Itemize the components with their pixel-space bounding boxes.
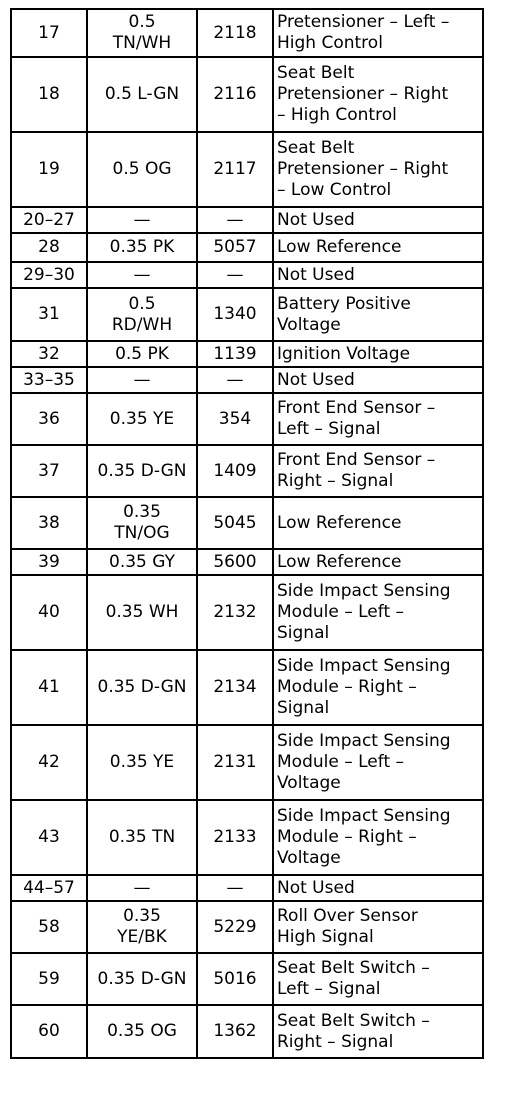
function-cell: Side Impact Sensing Module – Right – Signal — [273, 650, 483, 725]
circuit-cell: 5016 — [197, 953, 273, 1005]
pin-cell: 60 — [11, 1005, 87, 1058]
wire-color-cell: 0.5 OG — [87, 132, 197, 207]
pin-cell: 19 — [11, 132, 87, 207]
table-row — [11, 549, 483, 575]
table-row — [11, 953, 483, 1005]
pin-cell: 32 — [11, 341, 87, 367]
connector-pinout-table — [10, 8, 484, 1059]
pin-cell: 28 — [11, 233, 87, 262]
wire-color-cell: 0.35 TN — [87, 800, 197, 875]
function-cell: Seat Belt Switch – Right – Signal — [273, 1005, 483, 1058]
pin-cell: 17 — [11, 9, 87, 57]
circuit-cell: 2116 — [197, 57, 273, 132]
table-row — [11, 575, 483, 650]
pin-cell: 38 — [11, 497, 87, 549]
wire-color-cell: 0.35 OG — [87, 1005, 197, 1058]
circuit-cell: 1139 — [197, 341, 273, 367]
wire-color-cell: 0.5 TN/WH — [87, 9, 197, 57]
function-cell: Not Used — [273, 262, 483, 288]
pin-cell: 18 — [11, 57, 87, 132]
table-row — [11, 57, 483, 132]
circuit-cell: 5045 — [197, 497, 273, 549]
pin-cell: 20–27 — [11, 207, 87, 233]
table-row — [11, 1005, 483, 1058]
function-cell: Low Reference — [273, 233, 483, 262]
pin-cell: 42 — [11, 725, 87, 800]
function-cell: Seat Belt Switch – Left – Signal — [273, 953, 483, 1005]
circuit-cell: 1362 — [197, 1005, 273, 1058]
function-cell: Battery Positive Voltage — [273, 288, 483, 341]
table-row — [11, 288, 483, 341]
pin-cell: 39 — [11, 549, 87, 575]
function-cell: Not Used — [273, 875, 483, 901]
table-row — [11, 262, 483, 288]
wire-color-cell: 0.5 PK — [87, 341, 197, 367]
function-cell: Not Used — [273, 367, 483, 393]
table-row — [11, 800, 483, 875]
wire-color-cell: 0.35 TN/OG — [87, 497, 197, 549]
function-cell: Low Reference — [273, 497, 483, 549]
wire-color-cell: 0.35 D-GN — [87, 445, 197, 497]
wire-color-cell: 0.35 YE/BK — [87, 901, 197, 953]
circuit-cell: 2117 — [197, 132, 273, 207]
wire-color-cell: 0.35 YE — [87, 393, 197, 445]
function-cell: Roll Over Sensor High Signal — [273, 901, 483, 953]
table-row — [11, 875, 483, 901]
pin-cell: 29–30 — [11, 262, 87, 288]
circuit-cell: 5229 — [197, 901, 273, 953]
table-row — [11, 9, 483, 57]
circuit-cell: 1409 — [197, 445, 273, 497]
table-row — [11, 341, 483, 367]
pin-cell: 59 — [11, 953, 87, 1005]
wire-color-cell: 0.35 PK — [87, 233, 197, 262]
circuit-cell: 2131 — [197, 725, 273, 800]
wire-color-cell: 0.5 RD/WH — [87, 288, 197, 341]
table-row — [11, 367, 483, 393]
pin-cell: 40 — [11, 575, 87, 650]
function-cell: Side Impact Sensing Module – Left – Signal — [273, 575, 483, 650]
pin-cell: 37 — [11, 445, 87, 497]
wire-color-cell: — — [87, 262, 197, 288]
wire-color-cell: 0.35 GY — [87, 549, 197, 575]
wire-color-cell: 0.35 D-GN — [87, 650, 197, 725]
pin-cell: 33–35 — [11, 367, 87, 393]
table-row — [11, 650, 483, 725]
pin-cell: 31 — [11, 288, 87, 341]
function-cell: Pretensioner – Left – High Control — [273, 9, 483, 57]
pin-cell: 43 — [11, 800, 87, 875]
table-row — [11, 901, 483, 953]
function-cell: Seat Belt Pretensioner – Right – High Control — [273, 57, 483, 132]
wire-color-cell: 0.35 YE — [87, 725, 197, 800]
circuit-cell: 5600 — [197, 549, 273, 575]
wire-color-cell: — — [87, 207, 197, 233]
function-cell: Side Impact Sensing Module – Right – Voltage — [273, 800, 483, 875]
circuit-cell: — — [197, 875, 273, 901]
wire-color-cell: 0.5 L-GN — [87, 57, 197, 132]
function-cell: Front End Sensor – Right – Signal — [273, 445, 483, 497]
circuit-cell: 1340 — [197, 288, 273, 341]
table-row — [11, 497, 483, 549]
function-cell: Side Impact Sensing Module – Left – Voltage — [273, 725, 483, 800]
table-row — [11, 233, 483, 262]
circuit-cell: — — [197, 262, 273, 288]
circuit-cell: 2118 — [197, 9, 273, 57]
circuit-cell: 2132 — [197, 575, 273, 650]
function-cell: Not Used — [273, 207, 483, 233]
table-row — [11, 445, 483, 497]
function-cell: Ignition Voltage — [273, 341, 483, 367]
circuit-cell: — — [197, 367, 273, 393]
pin-cell: 36 — [11, 393, 87, 445]
table-body — [11, 9, 483, 1058]
circuit-cell: 2133 — [197, 800, 273, 875]
pin-cell: 58 — [11, 901, 87, 953]
table-row — [11, 725, 483, 800]
table-row — [11, 393, 483, 445]
function-cell: Front End Sensor – Left – Signal — [273, 393, 483, 445]
circuit-cell: 5057 — [197, 233, 273, 262]
circuit-cell: 2134 — [197, 650, 273, 725]
pin-cell: 41 — [11, 650, 87, 725]
function-cell: Low Reference — [273, 549, 483, 575]
circuit-cell: 354 — [197, 393, 273, 445]
wire-color-cell: 0.35 WH — [87, 575, 197, 650]
wire-color-cell: — — [87, 367, 197, 393]
wire-color-cell: — — [87, 875, 197, 901]
pin-cell: 44–57 — [11, 875, 87, 901]
wire-color-cell: 0.35 D-GN — [87, 953, 197, 1005]
table-row — [11, 132, 483, 207]
circuit-cell: — — [197, 207, 273, 233]
table-row — [11, 207, 483, 233]
function-cell: Seat Belt Pretensioner – Right – Low Control — [273, 132, 483, 207]
